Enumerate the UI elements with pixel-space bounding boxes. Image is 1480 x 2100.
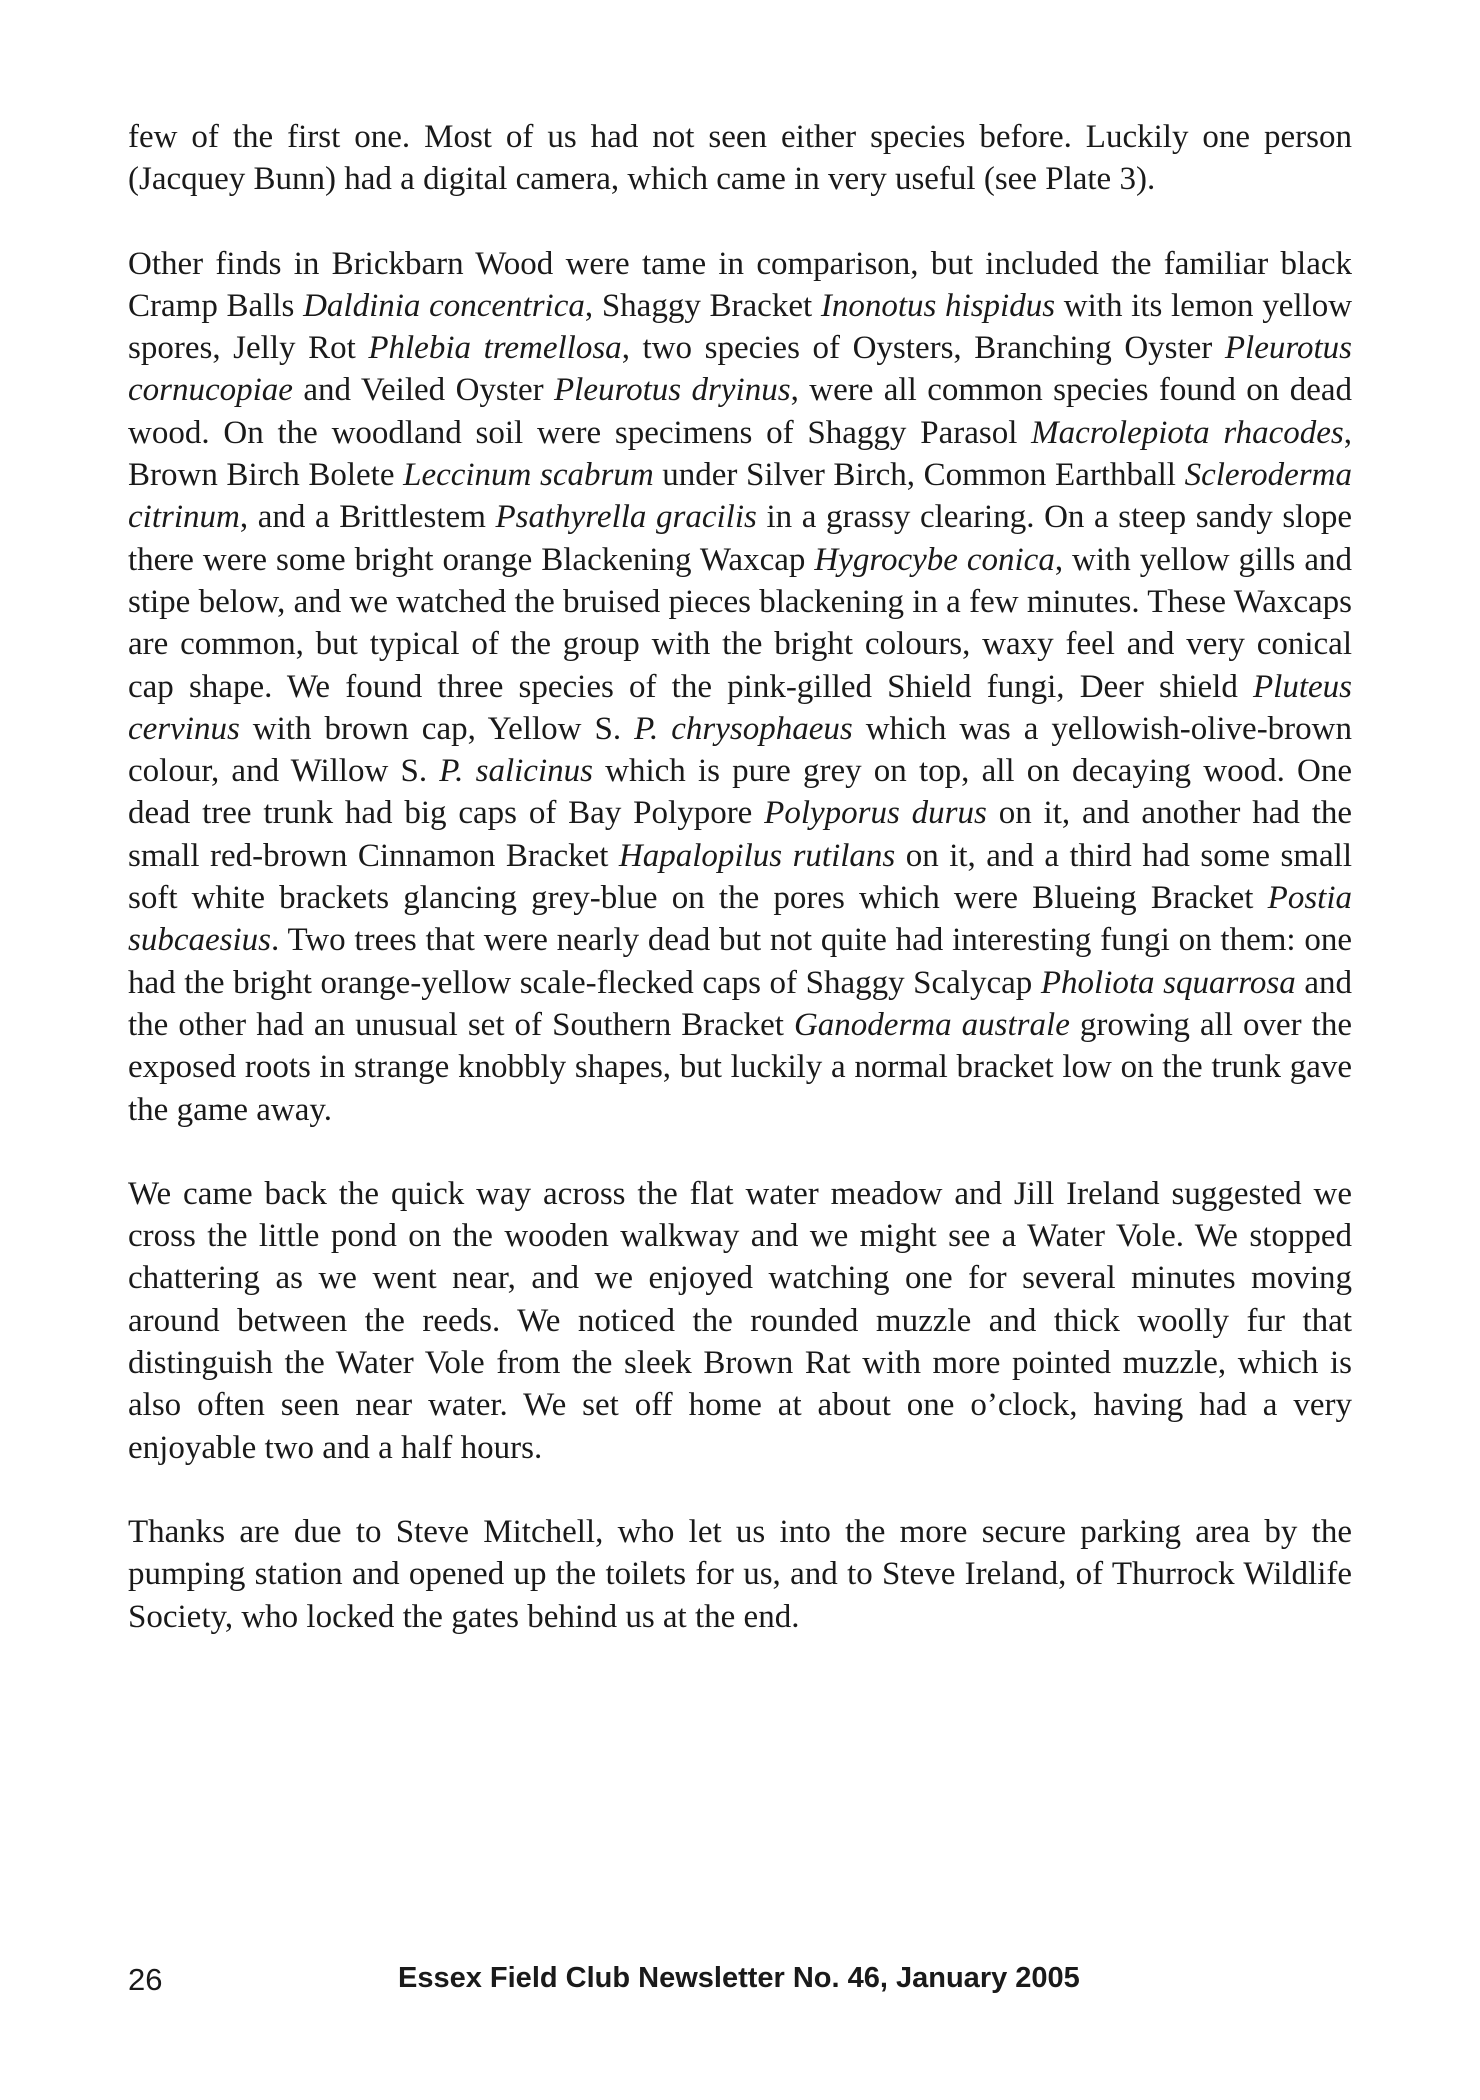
species-name: P. chrysophaeus (634, 710, 853, 747)
species-name: Phlebia tremellosa (368, 330, 622, 367)
species-name: Daldinia concentrica (303, 287, 585, 324)
text-run: growing all over the exposed roots in strange knobbly shapes, but luckily a normal bracket low on the trunk gave the game away. (128, 1006, 1352, 1128)
species-name: Hygrocybe conica (814, 541, 1055, 578)
text-run: , with yellow gills and stipe below, and we watched the bruised pieces blackening in a few minutes. These Waxcaps are common, but typical of the group with the bright colours, waxy feel and very conical cap shape. We found three species of the pink-gilled Shield fungi, Deer shield (128, 541, 1352, 705)
text-run: , Brown Birch Bolete (128, 414, 1352, 494)
text-run: with brown cap, Yellow S. (239, 710, 635, 747)
species-name: Pholiota squarrosa (1040, 964, 1296, 1001)
species-name: Postia subcaesius (128, 880, 1352, 959)
text-run: on it, and a third had some small soft white brackets glancing grey-blue on the pores which were Blueing Bracket (128, 837, 1353, 917)
text-run: We came back the quick way across the flat water meadow and Jill Ireland suggested we cross the little pond on the wooden walkway and we might see a Water Vole. We stopped chattering as we went near, and we enjoyed watching one for several minutes moving around between the reeds. We noticed the rounded muzzle and thick woolly fur that distinguish the Water Vole from the sleek Brown Rat with more pointed muzzle, which is also often seen near water. We set off home at about one o’clock, having had a very enjoyable two and a half hours. (128, 1175, 1352, 1466)
text-run: Thanks are due to Steve Mitchell, who let us into the more secure parking area by the pumping station and opened up the toilets for us, and to Steve Ireland, of Thurrock Wildlife Society, who locked the gates behind us at the end. (128, 1513, 1352, 1635)
species-name: Scleroderma citrinum (128, 457, 1352, 536)
text-run: in a grassy clearing. On a steep sandy slope there were some bright orange Blackening Waxcap (128, 499, 1352, 578)
text-run: , were all common species found on dead wood. On the woodland soil were specimens of Shaggy Parasol (128, 372, 1352, 451)
paragraph (128, 1173, 1352, 1469)
paragraph (128, 116, 1352, 201)
species-name: Macrolepiota rhacodes (1031, 414, 1344, 451)
text-run: which was a yellowish-olive-brown colour, and Willow S. (128, 710, 1353, 790)
page-number: 26 (128, 1962, 163, 1997)
species-name: Pleurotus dryinus (554, 372, 791, 409)
species-name: Hapalopilus rutilans (618, 837, 896, 874)
species-name: Inonotus hispidus (820, 287, 1056, 324)
text-run: on it, and another had the small red-brown Cinnamon Bracket (128, 795, 1353, 874)
species-name: Pleurotus cornucopiae (128, 330, 1352, 409)
running-footer-title: Essex Field Club Newsletter No. 46, January 2005 (398, 1962, 1080, 1994)
text-run: with its lemon yellow spores, Jelly Rot (128, 287, 1353, 367)
paragraph (128, 1511, 1352, 1638)
text-run: , Shaggy Bracket (584, 287, 821, 324)
paragraph (128, 243, 1352, 1131)
text-run: few of the first one. Most of us had not seen either species before. Luckily one person (Jacquey Bunn) had a digital camera, which came in very useful (see Plate 3). (128, 119, 1352, 198)
species-name: Pluteus cervinus (128, 668, 1352, 747)
species-name: Ganoderma australe (793, 1006, 1070, 1043)
species-name: Polyporus durus (764, 795, 987, 832)
article-body (128, 116, 1352, 1680)
species-name: P. salicinus (439, 753, 593, 790)
text-run: and the other had an unusual set of Southern Bracket (128, 964, 1352, 1043)
species-name: Psathyrella gracilis (495, 499, 757, 536)
text-run: Other finds in Brickbarn Wood were tame in comparison, but included the familiar black Cramp Balls (128, 245, 1352, 324)
text-run: under Silver Birch, Common Earthball (653, 457, 1185, 494)
text-run: . Two trees that were nearly dead but not quite had interesting fungi on them: one had the bright orange-yellow scale-flecked caps of Shaggy Scalycap (128, 922, 1352, 1001)
page-footer (128, 1962, 1352, 2002)
species-name: Leccinum scabrum (403, 457, 654, 494)
text-run: , two species of Oysters, Branching Oyster (621, 330, 1225, 367)
text-run: which is pure grey on top, all on decaying wood. One dead tree trunk had big caps of Bay Polypore (128, 753, 1352, 832)
text-run: and Veiled Oyster (292, 372, 555, 409)
text-run: , and a Brittlestem (239, 499, 496, 536)
